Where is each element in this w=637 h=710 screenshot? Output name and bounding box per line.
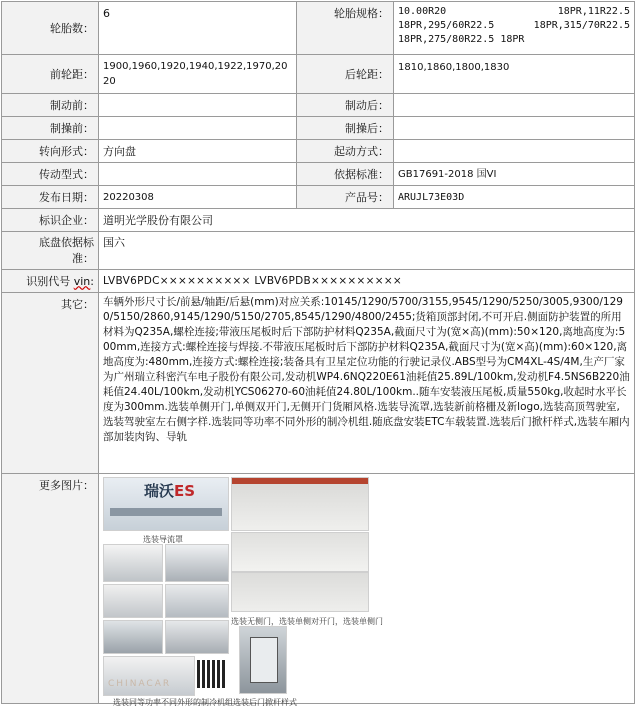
control-front-label: 制操前： <box>2 117 99 140</box>
tire-spec-2a: 18PR,295/60R22.5 <box>398 20 495 31</box>
photo-box-side-1[interactable] <box>231 477 369 531</box>
other-label: 其它： <box>2 293 99 474</box>
brand-suffix: ES <box>174 482 196 500</box>
release-date-value: 20220308 <box>99 186 297 209</box>
start-mode-label: 起动方式： <box>297 140 394 163</box>
product-no-value: ARUJL73E03D <box>394 186 635 209</box>
release-date-label: 发布日期： <box>2 186 99 209</box>
company-value: 道明光学股份有限公司 <box>99 209 635 232</box>
brake-rear-value <box>394 94 635 117</box>
vin-label-prefix: 识别代号 <box>26 274 71 288</box>
row-tires <box>2 2 635 55</box>
caption-rear: 选装后门掀杆样式 <box>233 698 297 707</box>
tire-spec-value <box>394 2 635 55</box>
rear-track-value: 1810,1860,1800,1830 <box>394 55 635 94</box>
row-chassis <box>2 232 635 270</box>
company-label: 标识企业： <box>2 209 99 232</box>
chassis-label-line1: 底盘依据标 <box>39 235 94 249</box>
standard-label: 依据标准： <box>297 163 394 186</box>
row-drive <box>2 163 635 186</box>
tire-spec-1b: 18PR,11R22.5 <box>557 6 630 17</box>
row-company <box>2 209 635 232</box>
chassis-standard-label <box>2 232 99 270</box>
row-other <box>2 293 635 474</box>
control-rear-value <box>394 117 635 140</box>
watermark: CHINACAR <box>108 679 172 689</box>
steering-value: 方向盘 <box>99 140 297 163</box>
photo-unit-5[interactable] <box>103 620 163 654</box>
more-images-label: 更多图片： <box>2 474 99 704</box>
vin-label-suffix: : <box>90 274 94 288</box>
tire-count-label: 轮胎数： <box>2 2 99 55</box>
photo-cab-deflector[interactable] <box>103 477 229 531</box>
row-brake <box>2 94 635 117</box>
photo-unit-4[interactable] <box>165 584 229 618</box>
caption-units: 选装同等功率不同外形的制冷机组 <box>113 698 233 707</box>
drive-label: 传动型式： <box>2 163 99 186</box>
vin-label-vin: vin <box>73 274 91 288</box>
spec-table <box>1 1 635 707</box>
control-front-value <box>99 117 297 140</box>
row-steering <box>2 140 635 163</box>
photo-box-side-2[interactable] <box>231 532 369 572</box>
qr-code-icon <box>197 660 225 688</box>
caption-deflector: 选装导流罩 <box>143 535 183 544</box>
row-images <box>2 474 635 704</box>
photo-unit-2[interactable] <box>165 544 229 582</box>
brake-front-label: 制动前： <box>2 94 99 117</box>
rear-track-label: 后轮距： <box>297 55 394 94</box>
other-value: 车辆外形尺寸长/前悬/轴距/后悬(mm)对应关系:10145/1290/5700/3155,9545/1290/5250/3005,9300/1290/5150/2860,9145/1290/5150/2705,8545/1290/4800/2455;货箱顶部封闭,不可开启.侧面防护装置的所用材料为Q235A,螺栓连接;带液压尾板时后下部防护材料Q235A,截面尺寸为(宽×高)(mm):50×120,离地高度为:500mm,连接方式:螺栓连接与焊接.不带液压尾板时后下部防护材料Q235A,截面尺寸为(宽×高)(mm):60×120,离地高度为:480mm,连接方式:螺栓连接;装备具有卫星定位功能的行驶记录仪.ABS型号为CM4XL-4S/4M,生产厂家为广州瑞立科密汽车电子股份有限公司,发动机WP4.6NQ220E61油耗值25.89L/100km,发动机F4.5NS6B220油耗值24.40L/100km,发动机YCS06270-60油耗值24.80L/100km..随车安装液压尾板,质量550kg,收起时水平长度为300mm.选装单侧开门,单侧双开门,无侧开门货厢风格.选装导流罩,选装新前格栅及新logo,选装高顶驾驶室,选装驾驶室左右侧字样.选装同等功率不同外形的制冷机组.随底盘安装ETC车载装置.选装后门掀杆样式,选装车厢内部加装肉钩、导轨 <box>99 293 635 474</box>
brake-rear-label: 制动后： <box>297 94 394 117</box>
front-track-value: 1900,1960,1920,1940,1922,1970,2020 <box>99 55 297 94</box>
more-images-cell <box>99 474 635 707</box>
photo-unit-3[interactable] <box>103 584 163 618</box>
tire-spec-1a: 10.00R20 <box>398 6 447 17</box>
brand-logo <box>144 484 195 499</box>
photo-box-side-3[interactable] <box>231 572 369 612</box>
vin-label <box>2 270 99 293</box>
brake-front-value <box>99 94 297 117</box>
tire-spec-2b: 18PR,315/70R22.5 <box>533 20 630 31</box>
photo-unit-1[interactable] <box>103 544 163 582</box>
start-mode-value <box>394 140 635 163</box>
photo-unit-7[interactable] <box>103 656 195 696</box>
chassis-label-line2: 准： <box>72 251 94 265</box>
drive-value <box>99 163 297 186</box>
front-track-label: 前轮距： <box>2 55 99 94</box>
tire-spec-3: 18PR,275/80R22.5 18PR <box>398 34 525 45</box>
standard-value: GB17691-2018 国VI <box>394 163 635 186</box>
row-track <box>2 55 635 94</box>
vin-value: LVBV6PDC×××××××××× LVBV6PDB×××××××××× <box>99 270 635 293</box>
tire-spec-label: 轮胎规格： <box>297 2 394 55</box>
photo-unit-6[interactable] <box>165 620 229 654</box>
tire-count-value: 6 <box>99 2 297 55</box>
photo-collage <box>99 474 634 707</box>
control-rear-label: 制操后： <box>297 117 394 140</box>
caption-doors: 选装无侧门，选装单侧对开门，选装单侧门 <box>231 617 383 626</box>
product-no-label: 产品号： <box>297 186 394 209</box>
row-control <box>2 117 635 140</box>
chassis-standard-value: 国六 <box>99 232 635 270</box>
steering-label: 转向形式： <box>2 140 99 163</box>
row-date <box>2 186 635 209</box>
brand-text: 瑞沃 <box>144 482 175 500</box>
row-vin <box>2 270 635 293</box>
photo-rear-door[interactable] <box>239 626 287 694</box>
